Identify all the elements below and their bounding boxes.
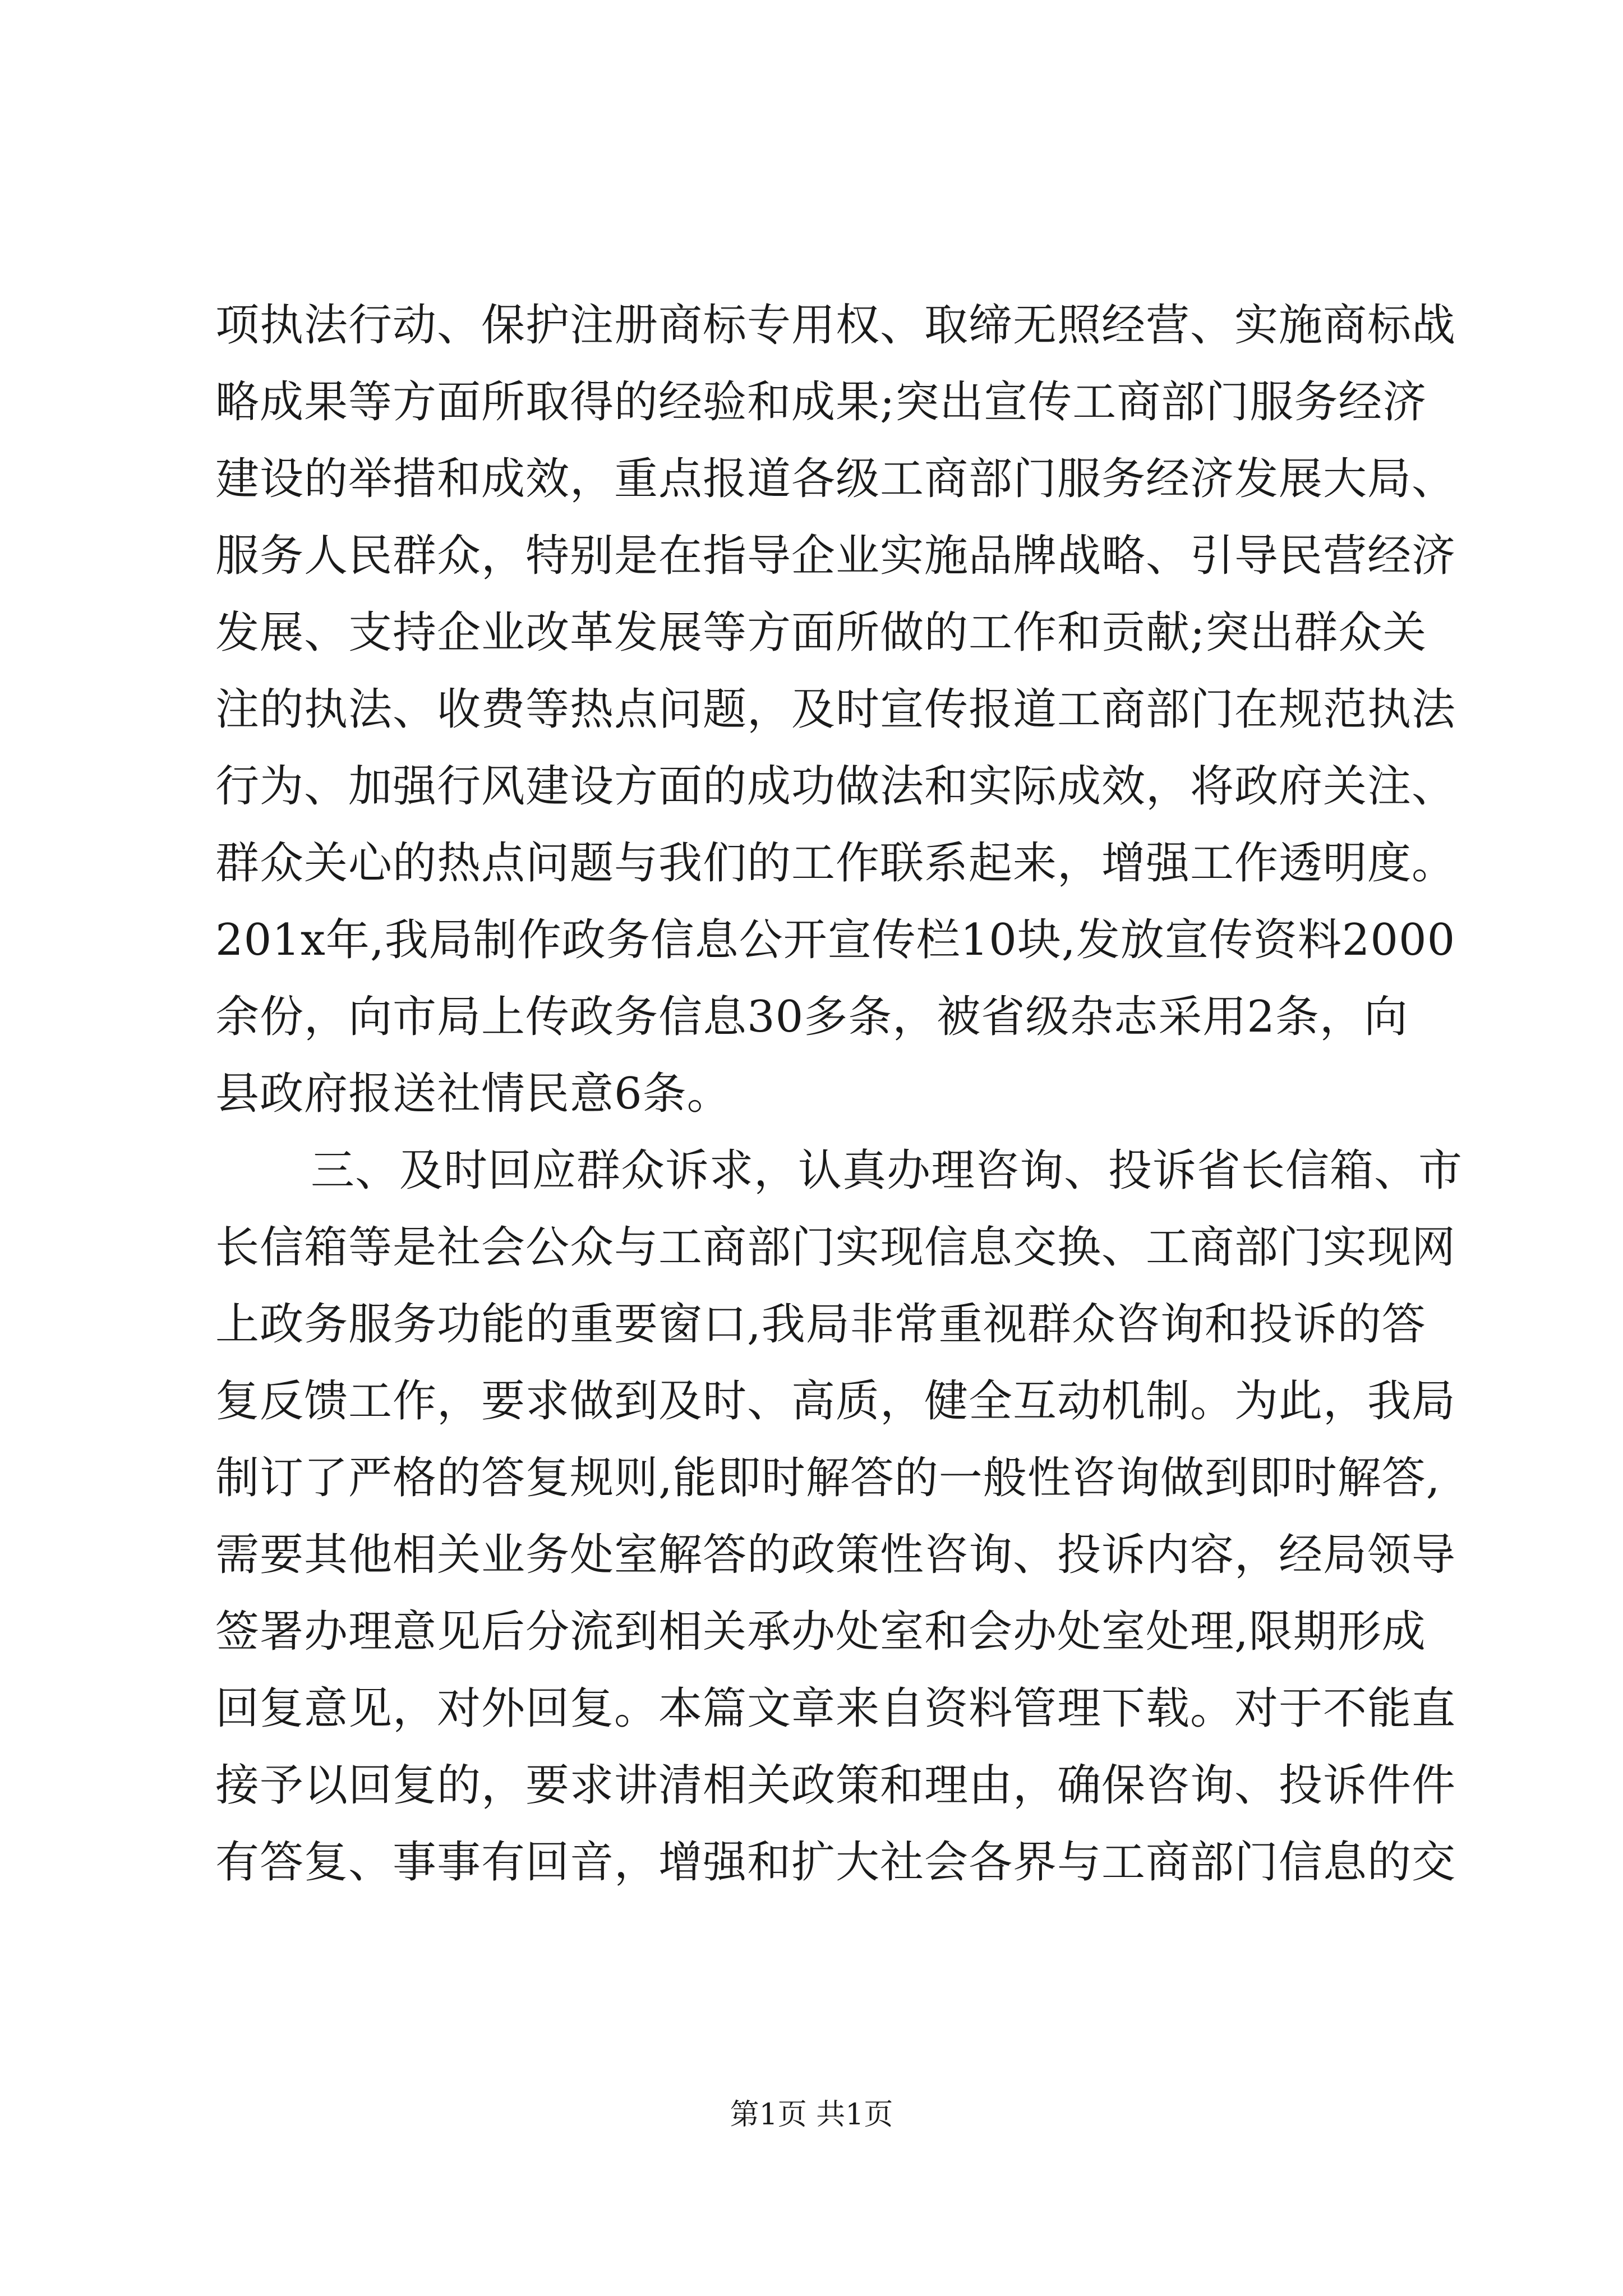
paragraph-start-line: 三、及时回应群众诉求，认真办理咨询、投诉省长信箱、市 — [311, 1145, 1463, 1196]
text-line: 需要其他相关业务处室解答的政策性咨询、投诉内容，经局领导 — [215, 1530, 1456, 1580]
text-line: 略成果等方面所取得的经验和成果;突出宣传工商部门服务经济 — [215, 377, 1427, 427]
text-line: 上政务服务功能的重要窗口,我局非常重视群众咨询和投诉的答 — [215, 1299, 1426, 1350]
text-line: 注的执法、收费等热点问题，及时宣传报道工商部门在规范执法 — [215, 684, 1456, 735]
text-line: 群众关心的热点问题与我们的工作联系起来，增强工作透明度。 — [215, 838, 1456, 889]
text-line: 签署办理意见后分流到相关承办处室和会办处室处理,限期形成 — [215, 1607, 1426, 1657]
text-line: 项执法行动、保护注册商标专用权、取缔无照经营、实施商标战 — [215, 300, 1456, 351]
text-line: 复反馈工作，要求做到及时、高质，健全互动机制。为此，我局 — [215, 1376, 1456, 1427]
text-line: 制订了严格的答复规则,能即时解答的一般性咨询做到即时解答, — [215, 1453, 1441, 1503]
text-line: 回复意见，对外回复。本篇文章来自资料管理下载。对于不能直 — [215, 1683, 1456, 1734]
text-line: 接予以回复的，要求讲清相关政策和理由，确保咨询、投诉件件 — [215, 1760, 1456, 1811]
text-line: 有答复、事事有回音，增强和扩大社会各界与工商部门信息的交 — [215, 1837, 1456, 1888]
text-line: 发展、支持企业改革发展等方面所做的工作和贡献;突出群众关 — [215, 608, 1427, 658]
text-line: 长信箱等是社会公众与工商部门实现信息交换、工商部门实现网 — [215, 1222, 1456, 1273]
text-line: 201x年,我局制作政务信息公开宣传栏10块,发放宣传资料2000 — [215, 915, 1456, 965]
page-number-footer: 第1页 共1页 — [730, 2098, 893, 2132]
text-line: 余份，向市局上传政务信息30多条，被省级杂志采用2条，向 — [215, 992, 1408, 1042]
text-line: 服务人民群众，特别是在指导企业实施品牌战略、引导民营经济 — [215, 531, 1456, 581]
text-line: 行为、加强行风建设方面的成功做法和实际成效，将政府关注、 — [215, 761, 1456, 812]
text-line: 县政府报送社情民意6条。 — [215, 1069, 731, 1119]
text-line: 建设的举措和成效，重点报道各级工商部门服务经济发展大局、 — [215, 454, 1456, 504]
